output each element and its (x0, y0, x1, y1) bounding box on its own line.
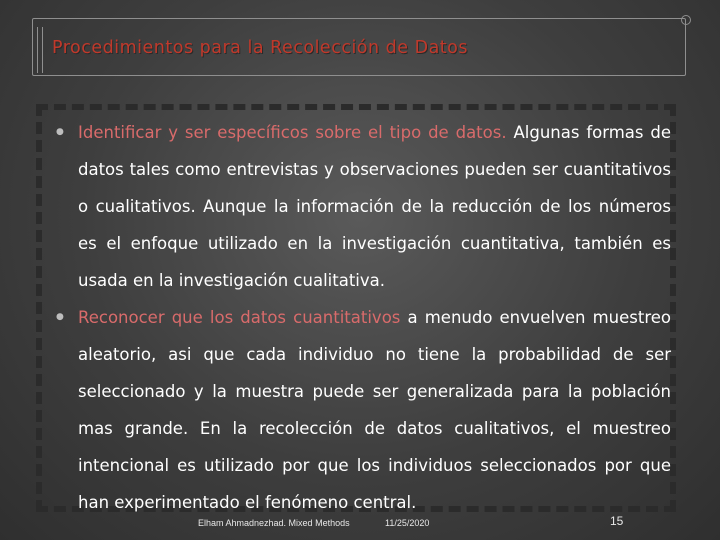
footer-date: 11/25/2020 (385, 518, 430, 528)
bullet-2-highlight: Reconocer que los datos cuantitativos (78, 308, 401, 327)
page-number: 15 (610, 514, 624, 528)
slide-body (56, 114, 671, 521)
bullet-2-text: a menudo envuelven muestreo aleatorio, asi que cada individuo no tiene la probabilidad de ser seleccionado y la muestra puede ser generalizada para la población mas grande. En la recolección de datos cualitativos, el muestreo intencional es utilizado por que los individuos seleccionados por que han experimentado el fenómeno central. (78, 308, 671, 512)
slide-title: Procedimientos para la Recolección de Datos (52, 38, 468, 58)
bullet-item-1 (56, 114, 671, 299)
bullet-1-text: Algunas formas de datos tales como entrevistas y observaciones pueden ser cuantitativos o cualitativos. Aunque la información de la reducción de los números es el enfoque utilizado en la investigación cuantitativa, también es usada en la investigación cualitativa. (78, 123, 671, 290)
bullet-1-highlight: Identificar y ser específicos sobre el tipo de datos. (78, 123, 507, 142)
footer-author: Elham Ahmadnezhad. Mixed Methods (198, 518, 350, 528)
bullet-item-2 (56, 299, 671, 521)
bullet-icon: ● (56, 127, 64, 137)
bullet-icon: ● (56, 312, 64, 322)
